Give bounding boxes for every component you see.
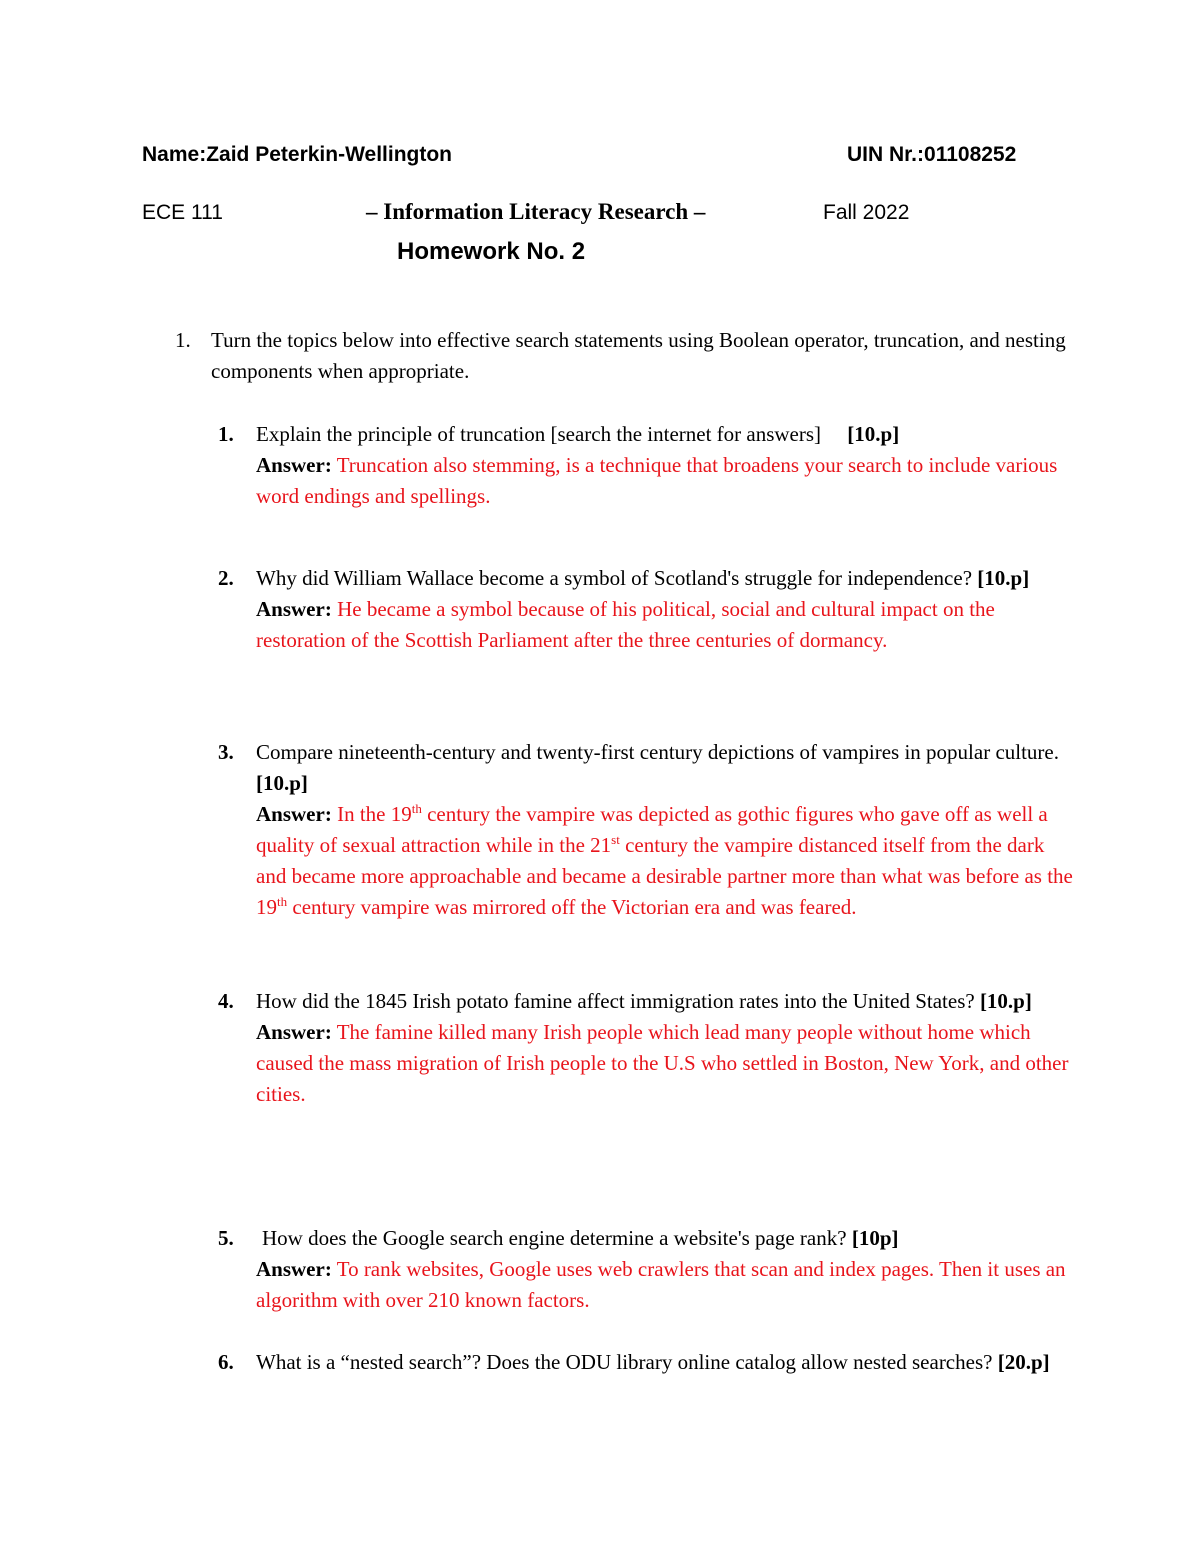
student-name: Zaid Peterkin-Wellington <box>206 143 452 166</box>
question-points: [10.p] <box>979 989 1032 1013</box>
uin-value: 01108252 <box>924 143 1017 166</box>
answer-block <box>256 799 1076 923</box>
question-text: Why did William Wallace become a symbol of Scotland's struggle for independence? <box>256 566 973 590</box>
answer-label: Answer: <box>256 1020 332 1044</box>
question-4 <box>256 986 1076 1110</box>
question-text: Compare nineteenth-century and twenty-first century depictions of vampires in popular culture. <box>256 740 1059 764</box>
question-2 <box>256 563 1076 656</box>
answer-fragment: In the 19 <box>337 802 412 826</box>
question-5 <box>262 1223 1082 1254</box>
question-points: [20.p] <box>997 1350 1050 1374</box>
question-prompt <box>256 563 1076 594</box>
answer-text: The famine killed many Irish people which lead many people without home which caused the mass migration of Irish people to the U.S who settled in Boston, New York, and other cities. <box>256 1020 1069 1106</box>
term: Fall 2022 <box>823 201 910 224</box>
answer-text: To rank websites, Google uses web crawlers that scan and index pages. Then it uses an algorithm with over 210 known factors. <box>256 1257 1066 1312</box>
course-code: ECE 111 <box>142 201 223 224</box>
answer-label: Answer: <box>256 1257 332 1281</box>
question-text: How did the 1845 Irish potato famine affect immigration rates into the United States? <box>256 989 975 1013</box>
answer-label: Answer: <box>256 802 332 826</box>
question-points: [10.p] <box>977 566 1030 590</box>
question-number: 3. <box>218 740 234 764</box>
ordinal-suffix: st <box>611 832 620 847</box>
question-prompt <box>256 737 1076 799</box>
answer-label: Answer: <box>256 453 332 477</box>
question-6 <box>256 1347 1076 1378</box>
question-points: [10p] <box>851 1226 899 1250</box>
question-prompt <box>256 986 1076 1017</box>
answer-label: Answer: <box>256 597 332 621</box>
name-label: Name: <box>142 143 207 166</box>
question-number: 2. <box>218 566 234 590</box>
answer-block <box>256 1017 1076 1110</box>
intro-text: Turn the topics below into effective search statements using Boolean operator, truncation, and nesting components when appropriate. <box>211 328 1066 383</box>
question-number: 4. <box>218 989 234 1013</box>
question-prompt <box>256 1347 1076 1378</box>
answer-text <box>256 802 1073 919</box>
ordinal-suffix: th <box>277 894 288 909</box>
question-text: What is a “nested search”? Does the ODU library online catalog allow nested searches? <box>256 1350 993 1374</box>
homework-title: Homework No. 2 <box>397 238 586 265</box>
answer-fragment: century the vampire distanced itself from the dark and became more approachable and became a desirable partner more than what was before as the 19 <box>256 833 1073 919</box>
answer-fragment: century vampire was mirrored off the Victorian era and was feared. <box>287 895 857 919</box>
question-number: 6. <box>218 1350 234 1374</box>
question-prompt <box>262 1223 1082 1254</box>
answer-text: He became a symbol because of his political, social and cultural impact on the restoration of the Scottish Parliament after the three centuries of dormancy. <box>256 597 995 652</box>
question-text: Explain the principle of truncation [search the internet for answers] <box>256 422 822 446</box>
ordinal-suffix: th <box>411 801 422 816</box>
answer-block <box>256 450 1076 512</box>
uin-line <box>847 143 1016 167</box>
uin-label: UIN Nr.: <box>847 143 925 166</box>
intro-number: 1. <box>175 328 191 352</box>
question-number: 5. <box>218 1226 234 1250</box>
question-text: How does the Google search engine determine a website's page rank? <box>262 1226 847 1250</box>
answer-text: Truncation also stemming, is a technique that broadens your search to include various word endings and spellings. <box>256 453 1058 508</box>
question-points: [10.p] <box>256 771 308 795</box>
answer-block <box>256 594 1076 656</box>
question-number: 1. <box>218 422 234 446</box>
question-points: [10.p] <box>847 422 900 446</box>
question-3 <box>256 737 1076 923</box>
answer-block <box>256 1254 1076 1316</box>
student-name-line <box>142 143 452 167</box>
answer-fragment: century the vampire was depicted as gothic figures who gave off as well a quality of sexual attraction while in the 21 <box>256 802 1048 857</box>
question-1 <box>256 419 1076 512</box>
question-prompt <box>256 419 1076 450</box>
course-title: – Information Literacy Research – <box>366 199 706 224</box>
